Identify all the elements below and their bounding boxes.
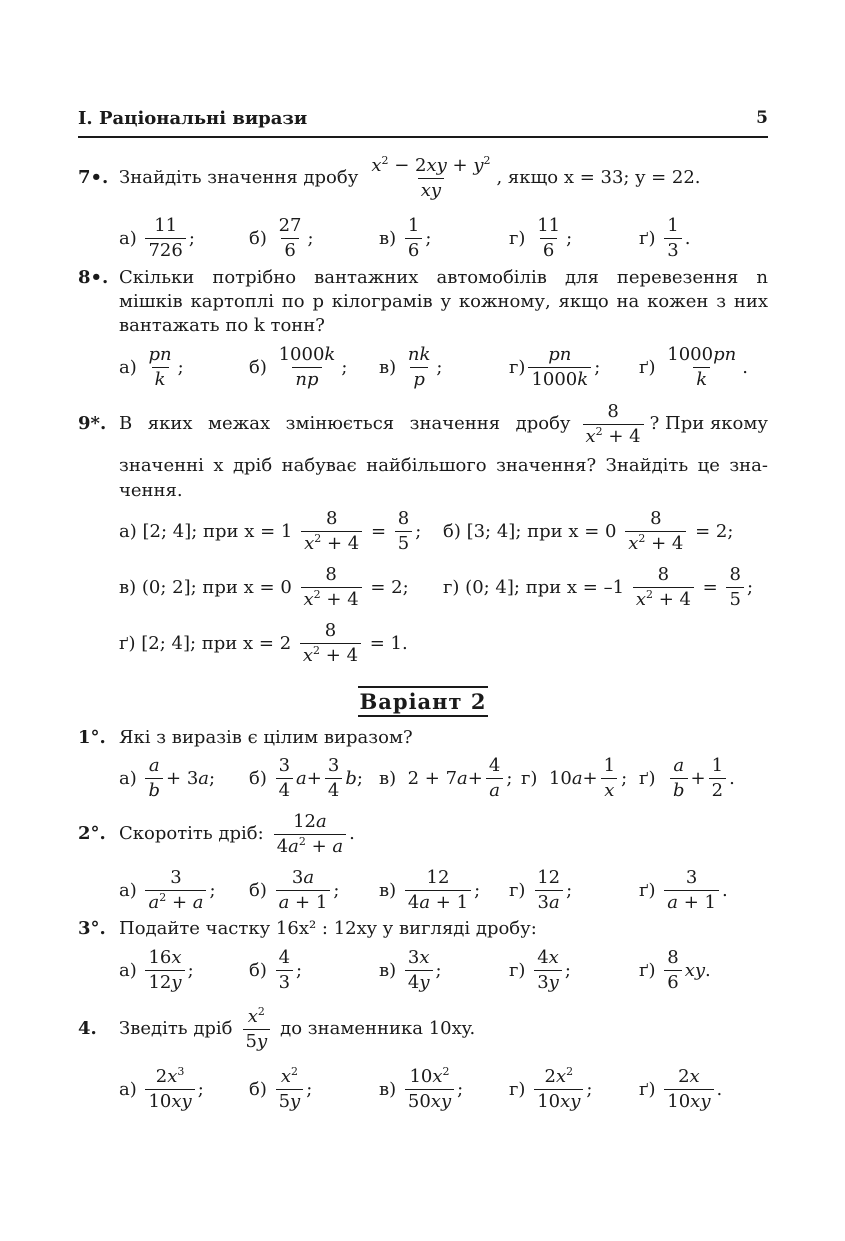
option-v[interactable]: в) $\frac{1}{6}$ ;: [379, 214, 432, 261]
option-b[interactable]: б) $\frac{1000k}{np}$ ;: [249, 343, 348, 390]
question-text: Скоротіть дріб:: [119, 823, 264, 844]
option-v[interactable]: в) $\frac{10x^2}{50xy}$ ;: [379, 1064, 464, 1112]
question-number: 2°.: [78, 823, 106, 844]
question-text: ? При якому: [649, 413, 768, 434]
option-a[interactable]: а) [2; 4]; при x = 1 $\frac{8}{x^2 + 4}$ = $\frac{8}{5}$ ;: [119, 507, 422, 554]
question-number: 8•.: [78, 267, 109, 288]
option-g[interactable]: г) $\frac{12}{3a}$ ;: [509, 866, 573, 913]
option-b[interactable]: б) $\frac{3a}{a + 1}$ ;: [249, 866, 340, 913]
option-gg[interactable]: ґ) $\frac{3}{a + 1}$ .: [639, 866, 728, 913]
fraction: $\frac{x^2}{5y}$: [243, 1006, 271, 1053]
question-text: Зведіть дріб: [119, 1018, 233, 1039]
option-b[interactable]: б) $\frac{x^2}{5y}$ ;: [249, 1064, 313, 1112]
fraction: $\frac{x^2 - 2xy + y^2}{xy}$: [371, 153, 491, 201]
question-text: вантажать по k тонн?: [119, 315, 325, 336]
option-gg[interactable]: ґ) $\frac{a}{b}$ + $\frac{1}{2}$ .: [639, 754, 735, 801]
option-a[interactable]: а) $\frac{a}{b}$ + 3 a ;: [119, 754, 216, 801]
option-gg[interactable]: ґ) [2; 4]; при x = 2 $\frac{8}{x^2 + 4}$ = 1.: [119, 619, 408, 666]
option-g[interactable]: г) $\frac{11}{6}$ ;: [509, 214, 573, 261]
option-gg[interactable]: ґ) $\frac{1000pn}{k}$ .: [639, 343, 748, 390]
option-gg[interactable]: ґ) $\frac{8}{6}$ xy .: [639, 946, 711, 993]
option-v[interactable]: в) 2 + 7 a + $\frac{4}{a}$ ;: [379, 754, 513, 801]
question-number: 3°.: [78, 918, 106, 939]
question-number: 9*.: [78, 413, 107, 434]
option-a[interactable]: а) $\frac{3}{a^2 + a}$ ;: [119, 866, 216, 913]
question-text: до знаменника 10xy.: [280, 1018, 476, 1039]
variant-heading: [78, 686, 768, 717]
option-b[interactable]: б) $\frac{3}{4}$ a + $\frac{3}{4}$ b ;: [249, 754, 363, 801]
question-text: значенні x дріб набуває найбільшого значення? Знайдіть це зна-: [119, 455, 768, 476]
question-text: чення.: [119, 480, 183, 501]
option-a[interactable]: а) $\frac{11}{726}$ ;: [119, 214, 195, 261]
page-number: 5: [756, 108, 768, 128]
option-a[interactable]: а) $\frac{16x}{12y}$ ;: [119, 946, 194, 993]
question-number: 4.: [78, 1018, 97, 1039]
option-b[interactable]: б) $\frac{27}{6}$ ;: [249, 214, 314, 261]
option-v[interactable]: в) (0; 2]; при x = 0 $\frac{8}{x^2 + 4}$ = 2;: [119, 563, 409, 610]
option-b[interactable]: б) [3; 4]; при x = 0 $\frac{8}{x^2 + 4}$ = 2;: [443, 507, 734, 554]
option-g[interactable]: г) $\frac{pn}{1000k}$ ;: [509, 343, 601, 390]
question-9: [78, 398, 768, 450]
variant-title: Варіант 2: [358, 686, 489, 717]
textbook-page: [78, 0, 768, 1241]
question-text: Знайдіть значення дробу: [119, 167, 359, 188]
question-4: [78, 1002, 768, 1056]
question-number: 7•.: [78, 167, 109, 188]
option-gg[interactable]: ґ) $\frac{2x}{10xy}$ .: [639, 1065, 723, 1112]
question-text: Скільки потрібно вантажних автомобілів для перевезення n: [119, 267, 768, 288]
option-v[interactable]: в) $\frac{nk}{p}$ ;: [379, 343, 443, 390]
page-header: [78, 108, 768, 138]
question-text: В яких межах змінюється значення дробу: [119, 413, 571, 434]
option-g[interactable]: г) $\frac{2x^2}{10xy}$ ;: [509, 1064, 593, 1112]
fraction: $\frac{12a}{4a^2 + a}$: [274, 811, 346, 858]
chapter-title: I. Раціональні вирази: [78, 108, 308, 129]
question-text: мішків картоплі по p кілограмів у кожному, якщо на кожен з них: [119, 291, 768, 312]
question-text: Які з виразів є цілим виразом?: [119, 727, 413, 748]
option-b[interactable]: б) $\frac{4}{3}$ ;: [249, 946, 303, 993]
question-2: 2°. Скоротіть дріб: $\frac{12a}{4a^2 + a}$ .: [78, 810, 355, 857]
question-condition: , якщо x = 33; y = 22.: [496, 167, 701, 188]
question-number: 1°.: [78, 727, 106, 748]
option-g[interactable]: г) (0; 4]; при x = –1 $\frac{8}{x^2 + 4}$ = $\frac{8}{5}$ ;: [443, 563, 754, 610]
question-7: [78, 152, 768, 204]
option-gg[interactable]: ґ) $\frac{1}{3}$ .: [639, 214, 691, 261]
option-a[interactable]: а) $\frac{2x^3}{10xy}$ ;: [119, 1064, 204, 1112]
question-text: Подайте частку 16x² : 12xy у вигляді дробу:: [119, 918, 537, 939]
option-a[interactable]: а) $\frac{pn}{k}$ ;: [119, 343, 184, 390]
option-v[interactable]: в) $\frac{12}{4a + 1}$ ;: [379, 866, 481, 913]
option-v[interactable]: в) $\frac{3x}{4y}$ ;: [379, 946, 442, 993]
fraction: $\frac{8}{x^2 + 4}$: [583, 401, 644, 448]
option-g[interactable]: г) $\frac{4x}{3y}$ ;: [509, 946, 571, 993]
option-g[interactable]: г) 10 a + $\frac{1}{x}$ ;: [521, 754, 628, 801]
